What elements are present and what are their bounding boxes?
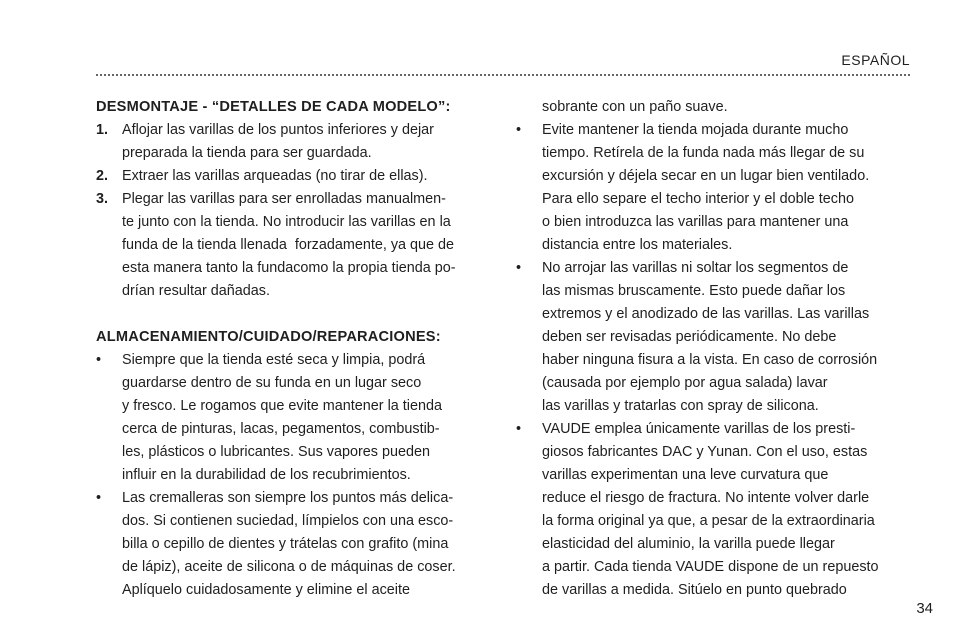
section-heading-almacenamiento: ALMACENAMIENTO/CUIDADO/REPARACIONES: [96, 329, 441, 345]
list-item [516, 257, 916, 418]
bullet-marker: • [516, 421, 522, 437]
bullet-marker: • [96, 352, 102, 368]
right-column [516, 96, 916, 602]
text-line: esta manera tanto la fundacomo la propia tienda po- [122, 260, 456, 276]
item-number: 1. [96, 122, 109, 138]
text-line: No arrojar las varillas ni soltar los segmentos de [542, 260, 849, 276]
text-line: varillas experimentan una leve curvatura que [542, 467, 829, 483]
bullet-marker: • [96, 490, 102, 506]
text-line: Evite mantener la tienda mojada durante mucho [542, 122, 849, 138]
text-line: billa o cepillo de dientes y trátelas con grafito (mina [122, 536, 449, 552]
text-line: de varillas a medida. Sitúelo en punto quebrado [542, 582, 847, 598]
text-line: te junto con la tienda. No introducir las varillas en la [122, 214, 451, 230]
text-line: Siempre que la tienda esté seca y limpia, podrá [122, 352, 426, 368]
list-item [96, 487, 492, 602]
text-line: drían resultar dañadas. [122, 283, 270, 299]
list-item [516, 418, 916, 602]
bullet-marker: • [516, 122, 522, 138]
text-line: o bien introduzca las varillas para mantener una [542, 214, 849, 230]
text-line: giosos fabricantes DAC y Yunan. Con el uso, estas [542, 444, 868, 460]
text-line: preparada la tienda para ser guardada. [122, 145, 372, 161]
numbered-list [96, 119, 492, 303]
dotted-divider [96, 74, 910, 76]
list-item [96, 188, 492, 303]
text-line: tiempo. Retírela de la funda nada más llegar de su [542, 145, 865, 161]
text-line: Aplíquelo cuidadosamente y elimine el aceite [122, 582, 410, 598]
text-line: Aflojar las varillas de los puntos inferiores y dejar [122, 122, 434, 138]
text-line: deben ser revisadas periódicamente. No debe [542, 329, 837, 345]
bullet-list [96, 349, 492, 602]
text-line: a partir. Cada tienda VAUDE dispone de un repuesto [542, 559, 879, 575]
text-line: Extraer las varillas arqueadas (no tirar de ellas). [122, 168, 428, 184]
text-line: guardarse dentro de su funda en un lugar seco [122, 375, 422, 391]
list-item [96, 349, 492, 487]
text-line: Las cremalleras son siempre los puntos más delica- [122, 490, 454, 506]
section-heading-desmontaje: DESMONTAJE - “DETALLES DE CADA MODELO”: [96, 99, 451, 115]
page-number: 34 [916, 600, 933, 617]
bullet-marker: • [516, 260, 522, 276]
bullet-list [516, 119, 916, 602]
text-line: les, plásticos o lubricantes. Sus vapores pueden [122, 444, 430, 460]
text-line: distancia entre los materiales. [542, 237, 733, 253]
text-line: la forma original ya que, a pesar de la extraordinaria [542, 513, 875, 529]
text-line: haber ninguna fisura a la vista. En caso de corrosión [542, 352, 878, 368]
continuation-paragraph [516, 96, 916, 119]
text-line: Para ello separe el techo interior y el doble techo [542, 191, 854, 207]
text-line: Plegar las varillas para ser enrolladas manualmen- [122, 191, 446, 207]
text-line: cerca de pinturas, lacas, pegamentos, combustib- [122, 421, 440, 437]
list-item [96, 165, 492, 188]
item-number: 2. [96, 168, 109, 184]
text-line: de lápiz), aceite de silicona o de máquinas de coser. [122, 559, 456, 575]
text-line: funda de la tienda llenada forzadamente, ya que de [122, 237, 455, 253]
list-item [516, 119, 916, 257]
text-line: extremos y el anodizado de las varillas. Las varillas [542, 306, 870, 322]
text-line: reduce el riesgo de fractura. No intente volver darle [542, 490, 870, 506]
text-line: dos. Si contienen suciedad, límpielos con una esco- [122, 513, 454, 529]
text-line: influir en la durabilidad de los recubrimientos. [122, 467, 411, 483]
text-line: VAUDE emplea únicamente varillas de los presti- [542, 421, 856, 437]
text-line: las mismas bruscamente. Esto puede dañar los [542, 283, 846, 299]
text-line: elasticidad del aluminio, la varilla puede llegar [542, 536, 835, 552]
item-number: 3. [96, 191, 109, 207]
left-column [96, 96, 492, 602]
text-line: y fresco. Le rogamos que evite mantener la tienda [122, 398, 442, 414]
list-item [96, 119, 492, 165]
text-line: las varillas y tratarlas con spray de silicona. [542, 398, 819, 414]
text-line: sobrante con un paño suave. [542, 99, 728, 115]
language-label: ESPAÑOL [841, 52, 910, 68]
text-line: excursión y déjela secar en un lugar bien ventilado. [542, 168, 870, 184]
text-line: (causada por ejemplo por agua salada) lavar [542, 375, 828, 391]
